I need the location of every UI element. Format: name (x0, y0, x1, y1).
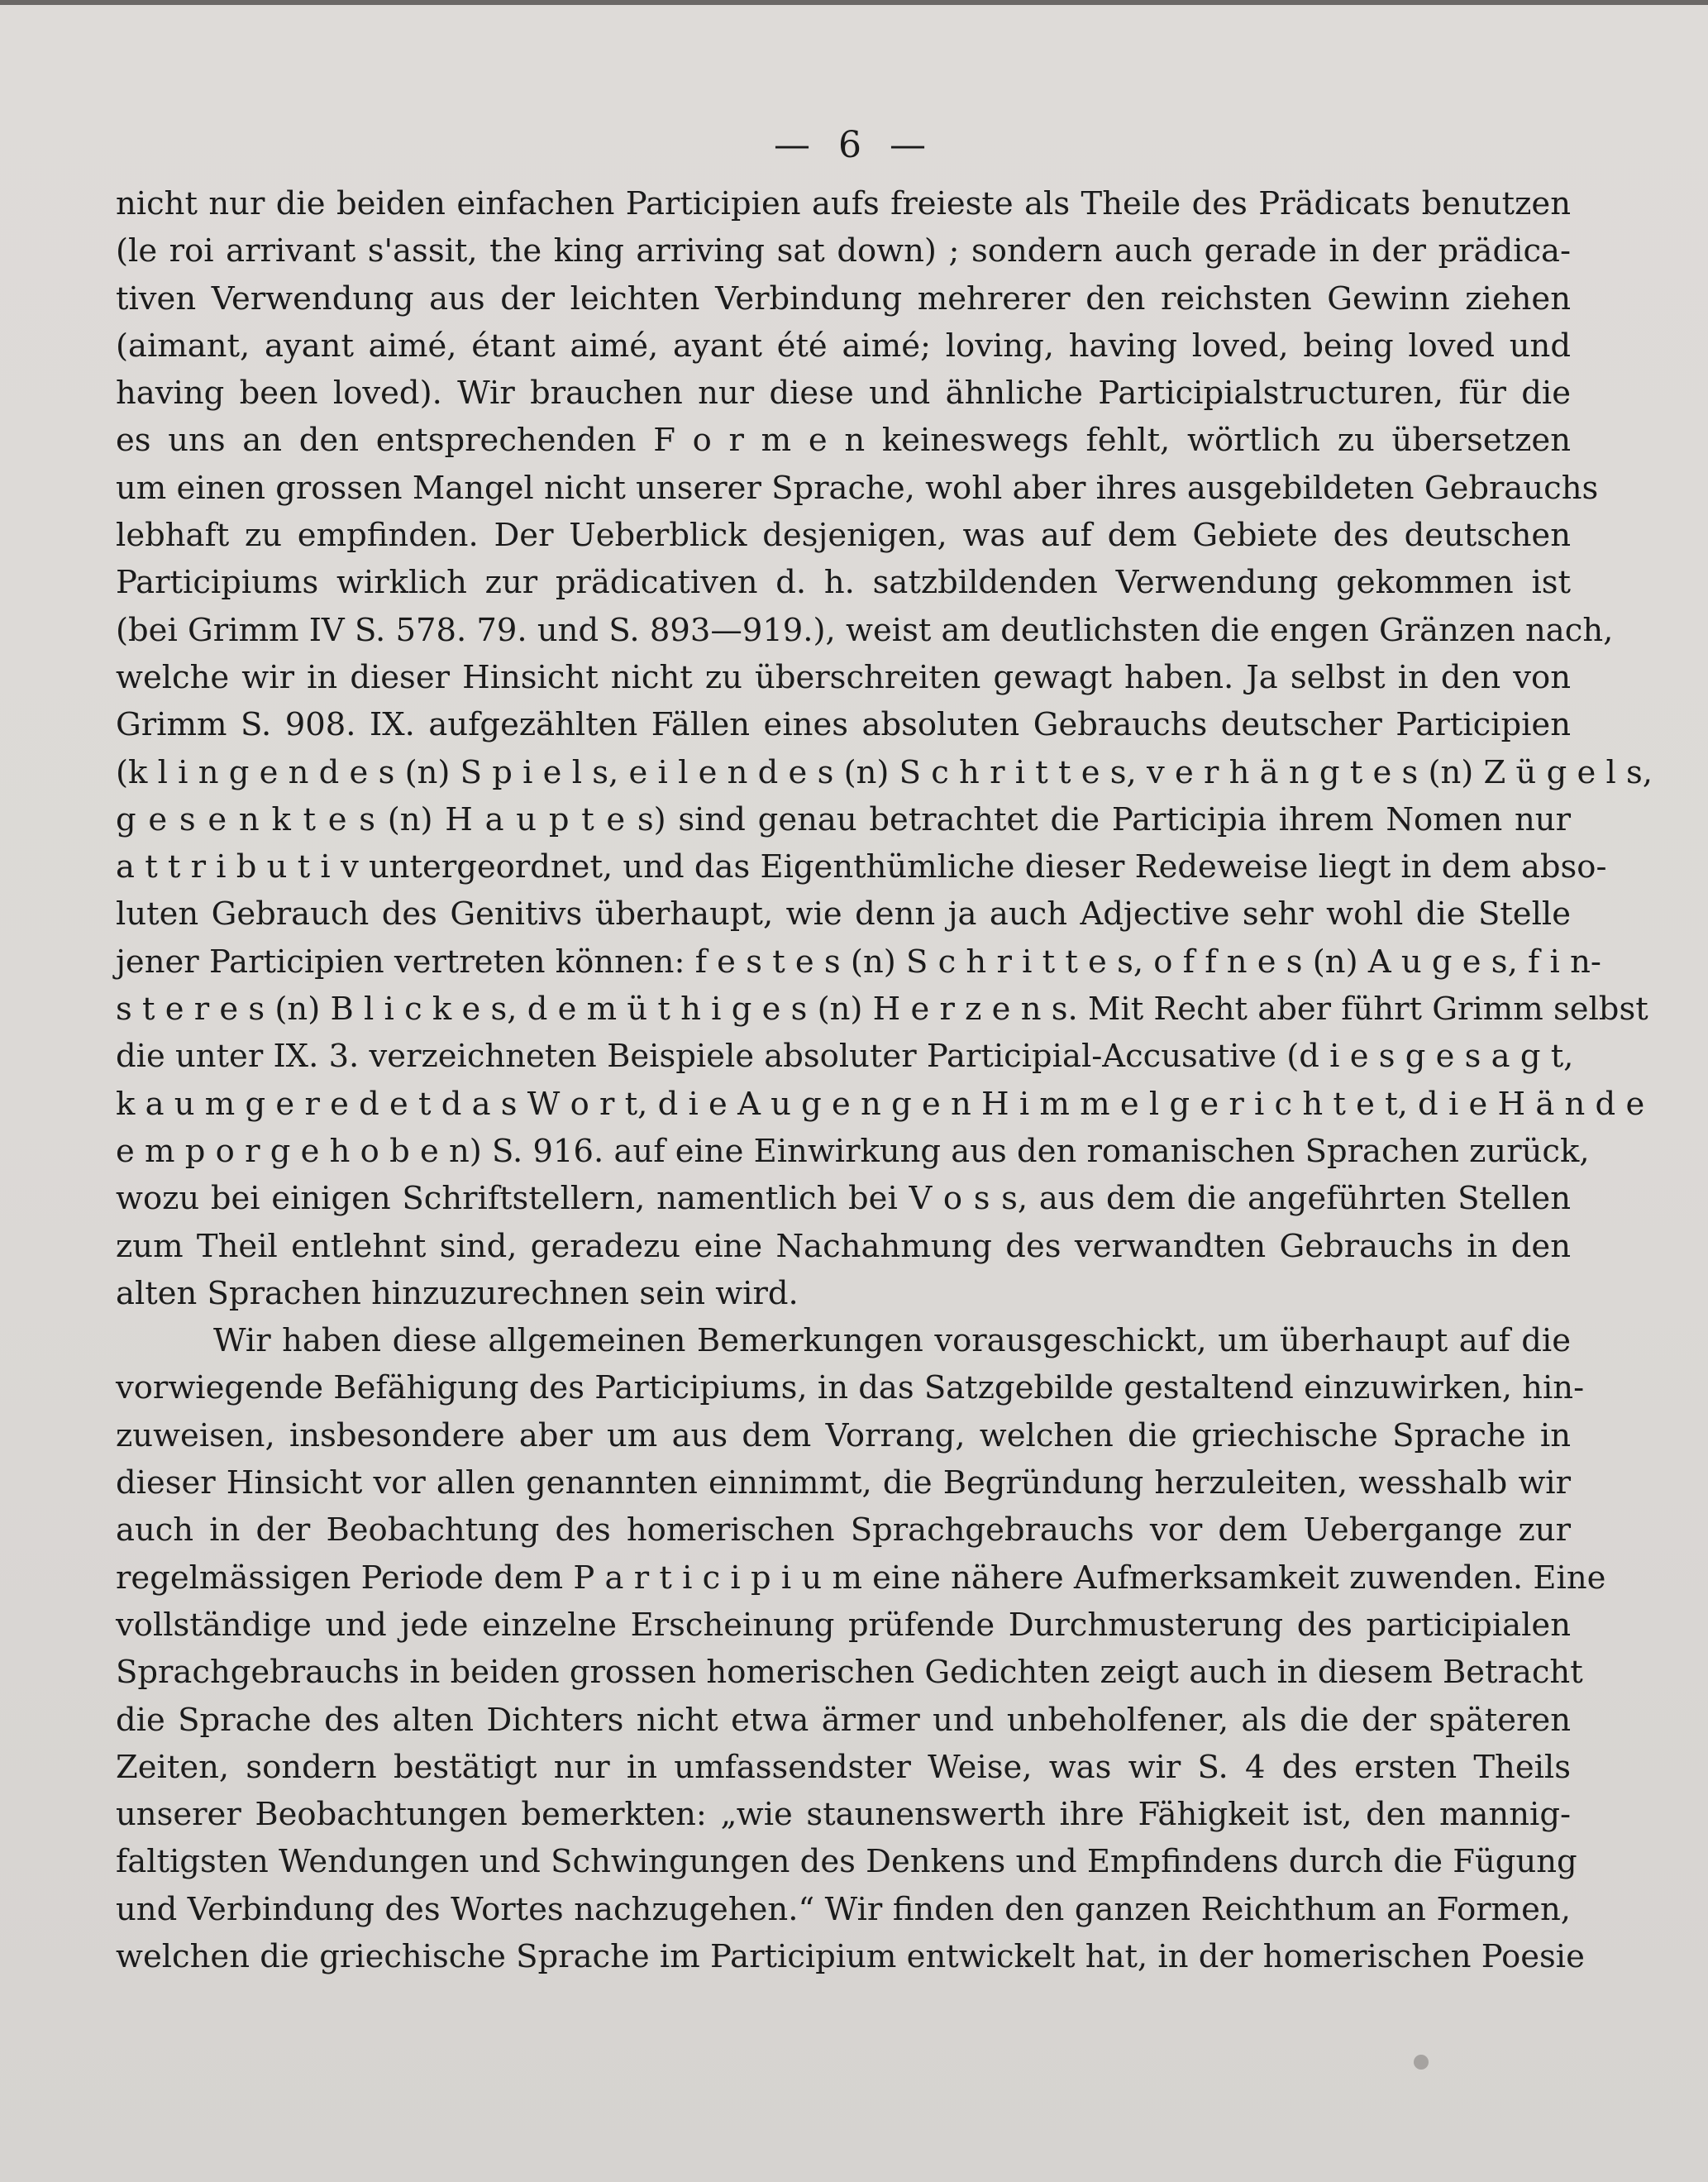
text-line: k a u m g e r e d e t d a s W o r t, d i e A u g e n g e n H i m m e l g e r i c h t e t, d i e H ä n d e (116, 1085, 1645, 1123)
text-line: (aimant, ayant aimé, étant aimé, ayant été aimé; loving, having loved, being loved und (116, 327, 1571, 365)
text-line: zuweisen, insbesondere aber um aus dem Vorrang, welchen die griechische Sprache in (116, 1416, 1571, 1454)
text-line: nicht nur die beiden einfachen Participien aufs freieste als Theile des Prädicats benutzen (116, 185, 1571, 222)
text-line: vollständige und jede einzelne Erscheinung prüfende Durchmusterung des participialen (116, 1606, 1571, 1644)
body-text (116, 180, 1653, 1980)
text-line: zum Theil entlehnt sind, geradezu eine Nachahmung des verwandten Gebrauchs in den (116, 1227, 1571, 1265)
text-line: wozu bei einigen Schriftstellern, namentlich bei V o s s, aus dem die angeführten Stellen (116, 1180, 1571, 1218)
text-line: Grimm S. 908. IX. aufgezählten Fällen eines absoluten Gebrauchs deutscher Participien (116, 706, 1571, 744)
text-line: e m p o r g e h o b e n) S. 916. auf eine Einwirkung aus den romanischen Sprachen zurück, (116, 1132, 1590, 1170)
text-line: tiven Verwendung aus der leichten Verbindung mehrerer den reichsten Gewinn ziehen (116, 279, 1571, 318)
text-line: jener Participien vertreten können: f e s t e s (n) S c h r i t t e s, o f f n e s (n) A u g e s, f i n- (116, 943, 1601, 981)
text-line: (le roi arrivant s'assit, the king arriving sat down) ; sondern auch gerade in der prädica- (116, 232, 1571, 270)
text-line: auch in der Beobachtung des homerischen Sprachgebrauchs vor dem Uebergange zur (116, 1511, 1571, 1549)
text-line: vorwiegende Befähigung des Participiums, in das Satzgebilde gestaltend einzuwirken, hin- (116, 1369, 1585, 1407)
text-line: (k l i n g e n d e s (n) S p i e l s, e i l e n d e s (n) S c h r i t t e s, v e r h ä n g t e s (n) Z ü g e l s, (116, 753, 1653, 791)
text-line: dieser Hinsicht vor allen genannten einnimmt, die Begründung herzuleiten, wesshalb wir (116, 1464, 1571, 1502)
text-line: es uns an den entsprechenden F o r m e n keineswegs fehlt, wörtlich zu übersetzen (116, 422, 1571, 460)
scan-speck (1414, 2055, 1429, 2070)
text-line: um einen grossen Mangel nicht unserer Sprache, wohl aber ihres ausgebildeten Gebrauchs (116, 469, 1599, 507)
text-line: die unter IX. 3. verzeichneten Beispiele absoluter Participial-Accusative (d i e s g e s a g t, (116, 1038, 1574, 1076)
text-line: und Verbindung des Wortes nachzugehen.“ Wir finden den ganzen Reichthum an Formen, (116, 1890, 1571, 1928)
scan-edge (0, 0, 1708, 5)
text-line: alten Sprachen hinzuzurechnen sein wird. (116, 1274, 799, 1312)
page-number: — 6 — (774, 124, 934, 166)
text-line: g e s e n k t e s (n) H a u p t e s) sind genau betrachtet die Participia ihrem Nomen nur (116, 800, 1571, 838)
text-line: welchen die griechische Sprache im Participium entwickelt hat, in der homerischen Poesie (116, 1937, 1585, 1975)
text-line: die Sprache des alten Dichters nicht etwa ärmer und unbeholfener, als die der späteren (116, 1701, 1571, 1739)
text-line: luten Gebrauch des Genitivs überhaupt, wie denn ja auch Adjective sehr wohl die Stelle (116, 895, 1571, 933)
text-line: lebhaft zu empfinden. Der Ueberblick desjenigen, was auf dem Gebiete des deutschen (116, 517, 1571, 555)
text-line: Participiums wirklich zur prädicativen d. h. satzbildenden Verwendung gekommen ist (116, 564, 1571, 602)
text-line: Zeiten, sondern bestätigt nur in umfassendster Weise, was wir S. 4 des ersten Theils (116, 1748, 1571, 1786)
text-line: unserer Beobachtungen bemerkten: „wie staunenswerth ihre Fähigkeit ist, den mannig- (116, 1796, 1571, 1834)
text-line: a t t r i b u t i v untergeordnet, und das Eigenthümliche dieser Redeweise liegt in dem abso- (116, 848, 1607, 886)
text-line: regelmässigen Periode dem P a r t i c i p i u m eine nähere Aufmerksamkeit zuwenden. Eine (116, 1559, 1606, 1597)
text-line: s t e r e s (n) B l i c k e s, d e m ü t h i g e s (n) H e r z e n s. Mit Recht aber führt Grimm selbst (116, 991, 1648, 1029)
text-line: welche wir in dieser Hinsicht nicht zu überschreiten gewagt haben. Ja selbst in den von (116, 658, 1571, 696)
text-line: (bei Grimm IV S. 578. 79. und S. 893—919.), weist am deutlichsten die engen Gränzen nach, (116, 611, 1614, 649)
text-line: having been loved). Wir brauchen nur diese und ähnliche Participialstructuren, für die (116, 375, 1571, 413)
text-line: faltigsten Wendungen und Schwingungen des Denkens und Empfindens durch die Fügung (116, 1843, 1577, 1881)
text-line: Sprachgebrauchs in beiden grossen homerischen Gedichten zeigt auch in diesem Betracht (116, 1654, 1583, 1692)
text-line: Wir haben diese allgemeinen Bemerkungen vorausgeschickt, um überhaupt auf die (213, 1322, 1571, 1360)
